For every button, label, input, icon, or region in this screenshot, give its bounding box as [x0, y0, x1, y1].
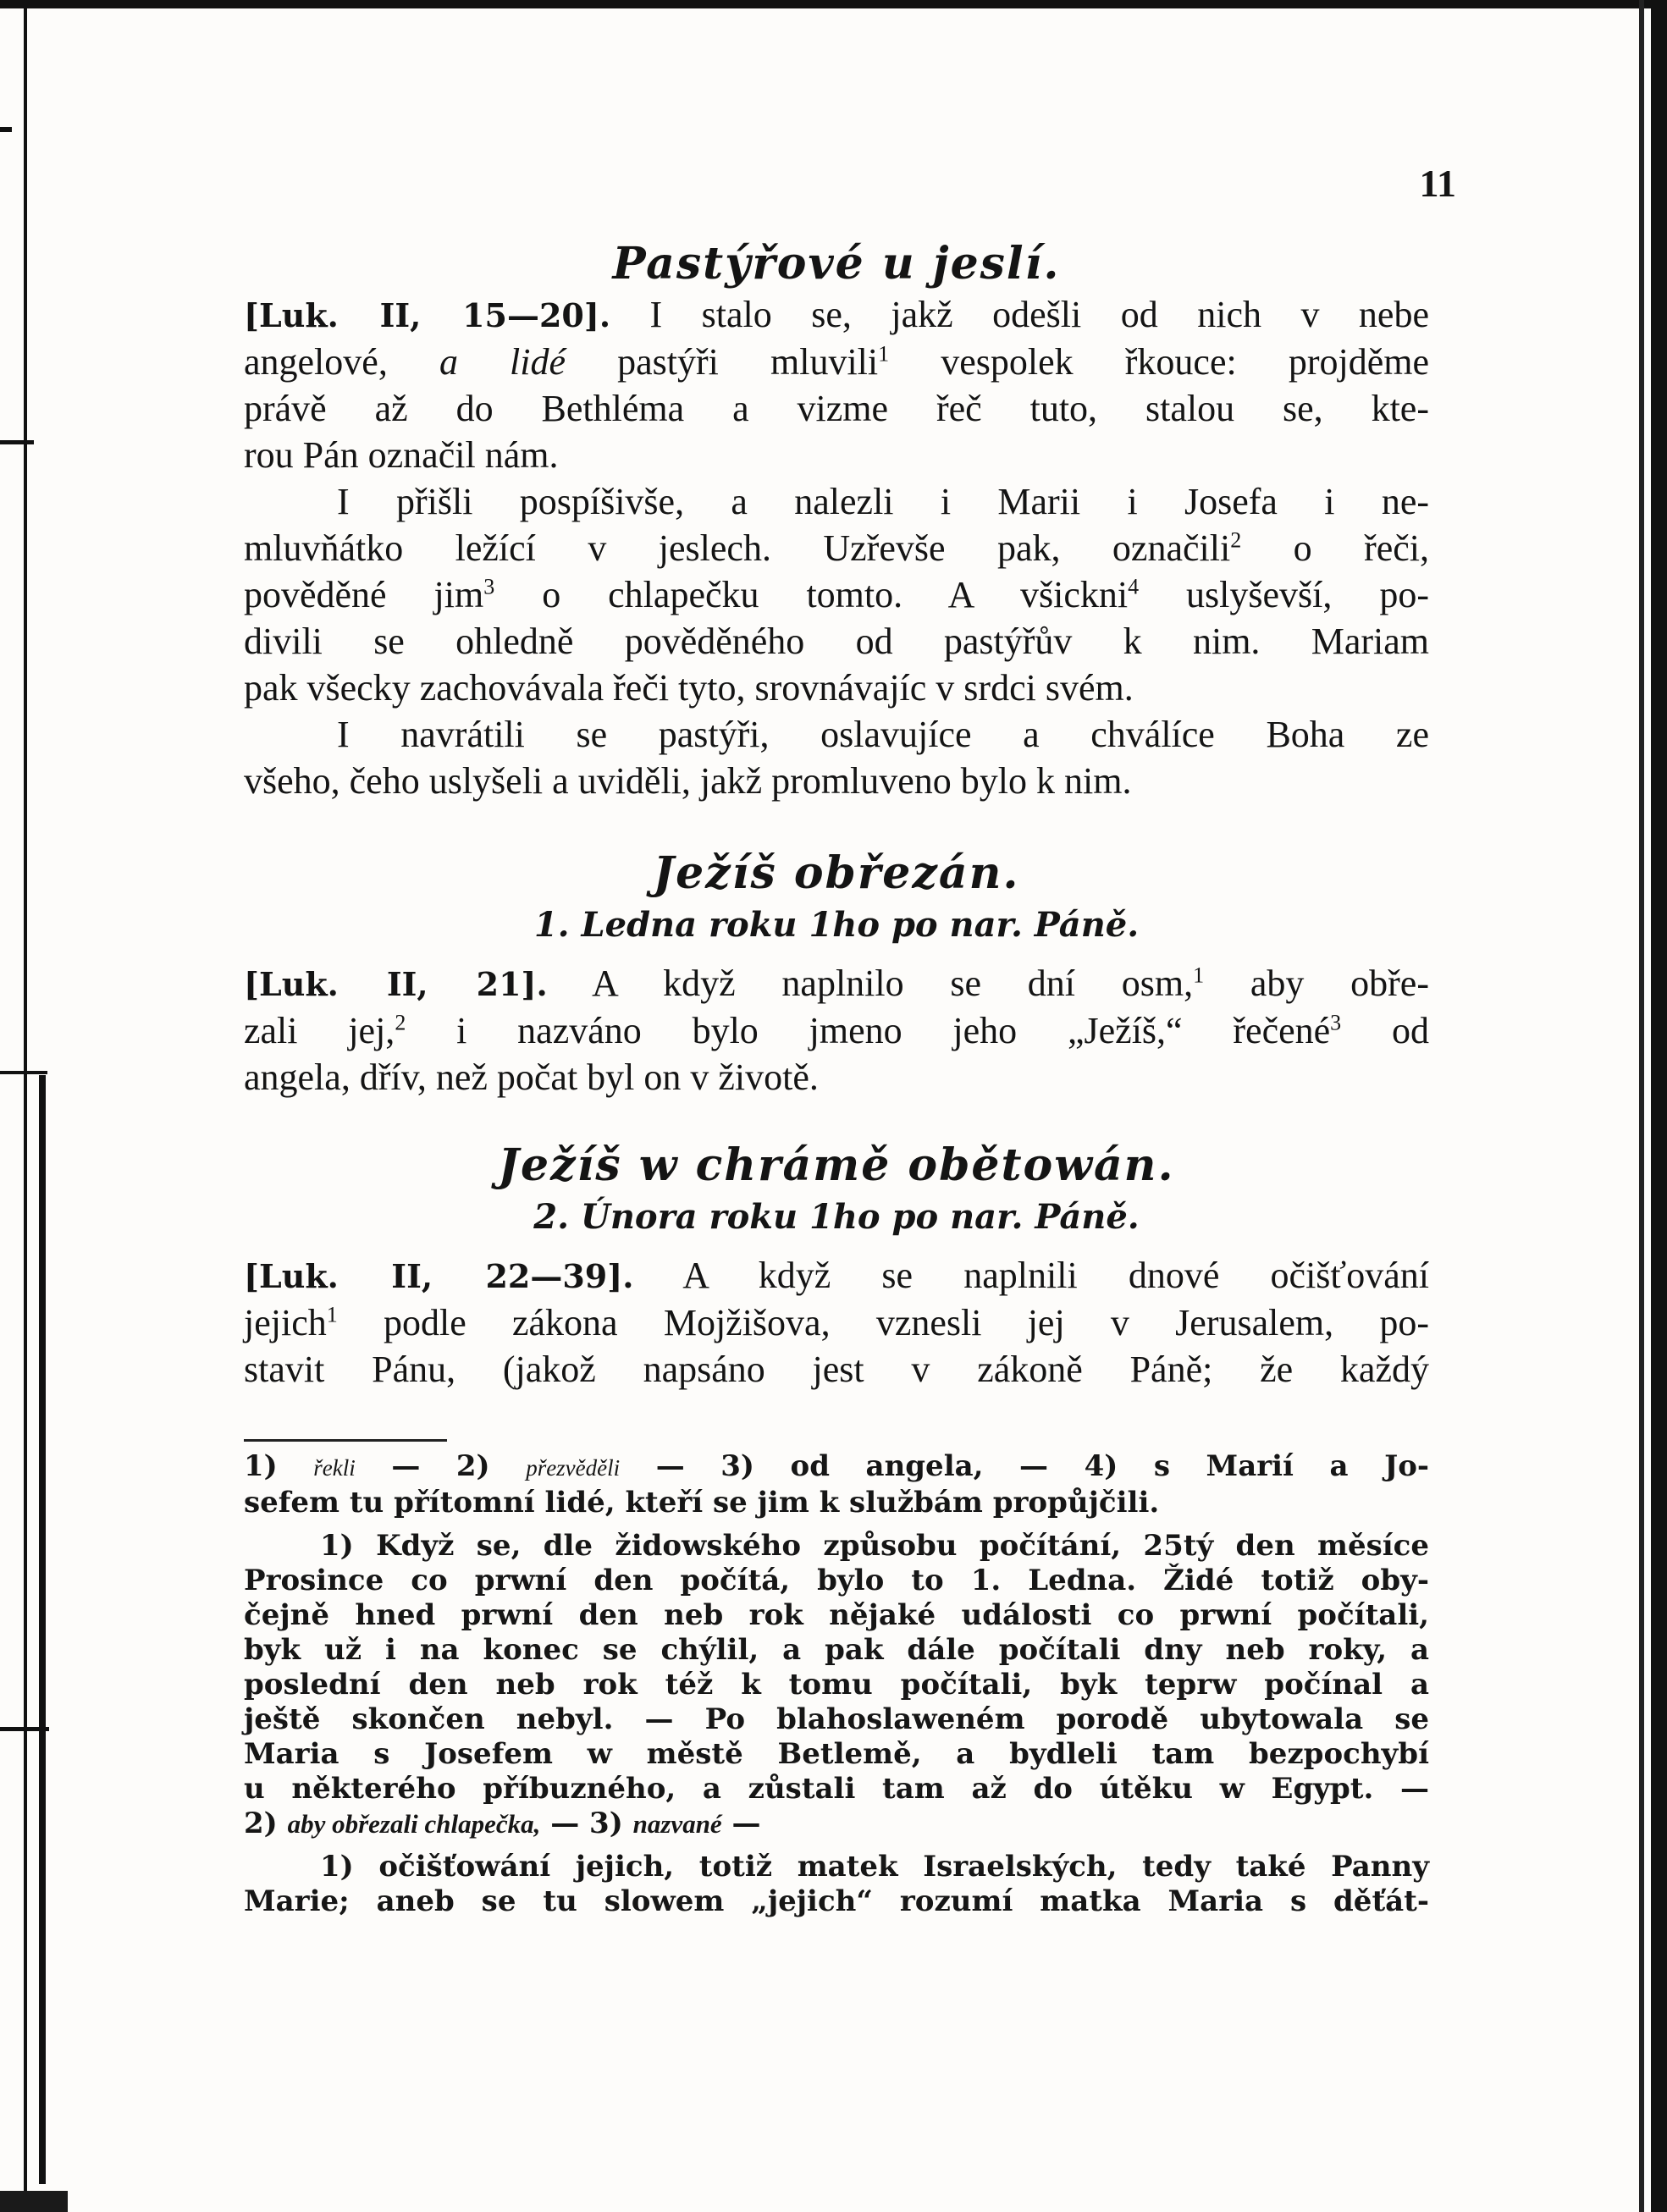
- text-run: — 2): [355, 1449, 527, 1483]
- footnote-marker: 1: [878, 341, 890, 367]
- footnote-divider: [244, 1439, 447, 1442]
- italic-run: aby obřezali chlapečka,: [287, 1809, 541, 1839]
- scan-right-edge-inner: [1639, 0, 1644, 2212]
- italic-run: nazvané: [632, 1809, 722, 1839]
- footnote-line: čejně hned prwní den neb rok nějaké události co prwní počítali,: [244, 1598, 1429, 1632]
- text-run: angelové,: [244, 341, 439, 383]
- paragraph-line: [244, 960, 1429, 1007]
- scan-bottom-corner: [0, 2191, 68, 2212]
- paragraph-line: [244, 291, 1429, 339]
- text-run: aby obře-: [1204, 963, 1429, 1004]
- footnote-marker: 1: [326, 1302, 338, 1327]
- text-run: uslyševší, po-: [1139, 574, 1429, 615]
- text-run: mluvňátko ležící v jeslech. Uzřevše pak, označili: [244, 527, 1231, 569]
- text-run: o chlapečku tomto. A všickni: [494, 574, 1129, 615]
- section-circumcision: [244, 847, 1429, 1100]
- paragraph-line: angela, dřív, než počat byl on v životě.: [244, 1056, 819, 1098]
- text-run: i nazváno bylo jmeno jeho „Ježíš,“ řečené: [406, 1010, 1331, 1051]
- footnote-line: byk už i na konec se chýlil, a pak dále počítali dny neb roky, a: [244, 1633, 1429, 1667]
- text-run: vespolek řkouce: projděme: [889, 341, 1429, 383]
- text-run: jejich: [244, 1302, 327, 1343]
- italic-insertion: a lidé: [439, 341, 566, 383]
- footnotes: [244, 1449, 1429, 1919]
- text-run: 2): [244, 1807, 288, 1840]
- scripture-reference: [Luk. II, 15—20].: [244, 296, 611, 334]
- text-run: —: [721, 1807, 761, 1840]
- section-shepherds: [244, 237, 1429, 804]
- paragraph-line: právě až do Bethléma a vizme řeč tuto, stalou se, kte-: [244, 388, 1429, 429]
- scripture-reference: [Luk. II, 21].: [244, 965, 548, 1003]
- scripture-reference: [Luk. II, 22—39].: [244, 1257, 634, 1295]
- text-run: — 3) od angela, — 4) s Marií a Jo-: [620, 1449, 1429, 1483]
- footnote-marker: 4: [1128, 574, 1140, 599]
- text-run: od: [1341, 1010, 1429, 1051]
- section-date: 2. Února roku 1ho po nar. Páně.: [533, 1197, 1140, 1237]
- italic-run: přezvěděli: [526, 1455, 621, 1481]
- footnote-line: [244, 1449, 1429, 1486]
- footnote-line: u některého příbuzného, a zůstali tam až do útěku w Egypt. —: [244, 1772, 1429, 1806]
- paragraph-line: [244, 1299, 1429, 1346]
- footnote-marker: 3: [1330, 1010, 1342, 1035]
- paragraph-line: pak všecky zachovávala řeči tyto, srovnávajíc v srdci svém.: [244, 667, 1134, 709]
- text-run: I stalo se, jakž odešli od nich v nebe: [610, 294, 1429, 335]
- text-run: o řeči,: [1241, 527, 1429, 569]
- section-date: 1. Ledna roku 1ho po nar. Páně.: [533, 905, 1140, 945]
- paragraph-line: stavit Pánu, (jakož napsáno jest v zákoně Páně; že každý: [244, 1349, 1429, 1390]
- scan-top-edge: [0, 0, 1667, 8]
- footnote-marker: 1: [1193, 963, 1205, 988]
- section-title: Pastýřové u jeslí.: [612, 238, 1061, 290]
- section-presentation: [244, 1139, 1429, 1393]
- paragraph-line: [244, 571, 1429, 618]
- text-run: — 3): [540, 1807, 633, 1840]
- footnote-marker: 2: [395, 1010, 406, 1035]
- paragraph-line: I přišli pospíšivše, a nalezli i Marii i Josefa i ne-: [337, 481, 1429, 522]
- footnote-line: Marie; aneb se tu slowem „jejich“ rozumí matka Maria s děťát-: [244, 1884, 1429, 1918]
- scan-left-gutter: [0, 0, 49, 2212]
- scan-right-edge: [1651, 0, 1667, 2212]
- text-run: podle zákona Mojžišova, vznesli jej v Jerusalem, po-: [337, 1302, 1429, 1343]
- paragraph-line: [244, 1007, 1429, 1054]
- paragraph-line: [244, 1252, 1429, 1299]
- footnote-line: Maria s Josefem w městě Betlemě, a bydleli tam bezpochybí: [244, 1737, 1429, 1771]
- page-number: 11: [1419, 162, 1456, 205]
- footnote-line: [244, 1807, 1429, 1841]
- paragraph-line: [244, 339, 1429, 385]
- footnote-marker: 3: [483, 574, 495, 599]
- footnote-line: poslední den neb rok též k tomu počítali, byk teprw počínal a: [244, 1668, 1429, 1702]
- footnote-line: sefem tu přítomní lidé, kteří se jim k službám propůjčili.: [244, 1486, 1160, 1520]
- footnote-line: 1) očišťowání jejich, totiž matek Israelských, tedy také Panny: [320, 1850, 1429, 1884]
- paragraph-line: I navrátili se pastýři, oslavujíce a chválíce Boha ze: [337, 714, 1429, 755]
- section-title: Ježíš w chrámě obětowán.: [498, 1139, 1175, 1191]
- paragraph-line: všeho, čeho uslyšeli a uviděli, jakž promluveno bylo k nim.: [244, 760, 1132, 802]
- paragraph-line: rou Pán označil nám.: [244, 434, 559, 476]
- section-title: Ježíš obřezán.: [653, 847, 1020, 899]
- text-run: zali jej,: [244, 1010, 395, 1051]
- footnote-line: 1) Když se, dle židowského způsobu počítání, 25tý den měsíce: [320, 1529, 1429, 1563]
- footnote-line: ještě skončen nebyl. — Po blahoslaweném porodě ubytowala se: [244, 1702, 1429, 1736]
- text-run: pověděné jim: [244, 574, 484, 615]
- text-run: 1): [244, 1449, 314, 1483]
- text-run: pastýři mluvili: [566, 341, 879, 383]
- italic-run: řekli: [313, 1455, 356, 1481]
- text-run: A když se naplnili dnové očišťování: [633, 1255, 1429, 1296]
- footnote-marker: 2: [1230, 527, 1242, 553]
- paragraph-line: divili se ohledně pověděného od pastýřův k nim. Mariam: [244, 621, 1429, 662]
- text-run: A když naplnilo se dní osm,: [547, 963, 1194, 1004]
- footnote-line: Prosince co prwní den počítá, bylo to 1. Ledna. Židé totiž oby-: [244, 1564, 1429, 1597]
- paragraph-line: [244, 525, 1429, 571]
